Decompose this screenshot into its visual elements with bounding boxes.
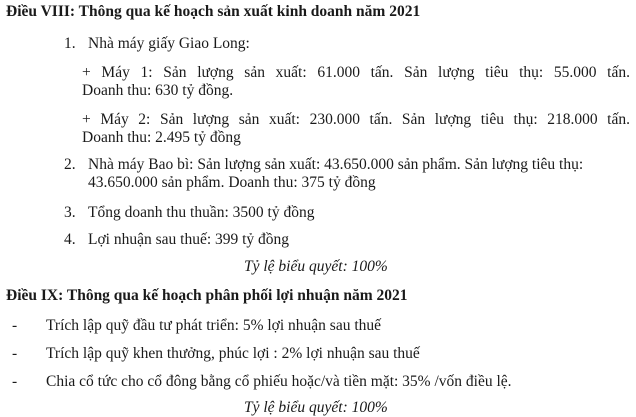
article-9-vote-ratio: Tỷ lệ biểu quyết: 100% (244, 399, 388, 416)
list-item-2-continuation: 43.650.000 sản phẩm. Doanh thu: 375 tỷ đồng (88, 174, 376, 191)
list-text: Nhà máy Bao bì: Sản lượng sản xuất: 43.650.000 sản phẩm. Sản lượng tiêu thụ: (88, 156, 584, 173)
machine-1-line-1: + Máy 1: Sản lượng sản xuất: 61.000 tấn. Sản lượng tiêu thụ: 55.000 tấn. (82, 64, 630, 81)
article-9-heading: Điều IX: Thông qua kế hoạch phân phối lợi nhuận năm 2021 (6, 287, 408, 304)
machine-2-line-1: + Máy 2: Sản lượng sản xuất: 230.000 tấn. Sản lượng tiêu thụ: 218.000 tấn. (82, 111, 630, 128)
bullet-item-1: Trích lập quỹ đầu tư phát triển: 5% lợi nhuận sau thuế (46, 317, 382, 334)
bullet-dash: - (12, 373, 18, 390)
list-item-4 (64, 231, 289, 249)
list-item-2 (64, 156, 630, 174)
article-8-vote-ratio: Tỷ lệ biểu quyết: 100% (244, 258, 388, 275)
list-text: Nhà máy giấy Giao Long: (88, 35, 250, 52)
bullet-dash: - (12, 317, 18, 334)
machine-1-line-2: Doanh thu: 630 tỷ đồng. (82, 82, 234, 99)
list-number: 4. (64, 231, 76, 248)
list-number: 1. (64, 35, 76, 52)
list-item-1 (64, 35, 250, 53)
bullet-item-2: Trích lập quỹ khen thưởng, phúc lợi : 2% lợi nhuận sau thuế (46, 345, 420, 362)
list-item-3 (64, 204, 314, 222)
article-8-heading: Điều VIII: Thông qua kế hoạch sản xuất kinh doanh năm 2021 (6, 3, 421, 20)
list-number: 3. (64, 204, 76, 221)
list-number: 2. (64, 156, 76, 173)
bullet-item-3: Chia cổ tức cho cổ đông bằng cổ phiếu hoặc/và tiền mặt: 35% /vốn điều lệ. (46, 373, 512, 390)
bullet-dash: - (12, 345, 18, 362)
list-text: Lợi nhuận sau thuế: 399 tỷ đồng (88, 231, 290, 248)
machine-2-line-2: Doanh thu: 2.495 tỷ đồng (82, 129, 241, 146)
list-text: Tổng doanh thu thuần: 3500 tỷ đồng (88, 204, 315, 221)
